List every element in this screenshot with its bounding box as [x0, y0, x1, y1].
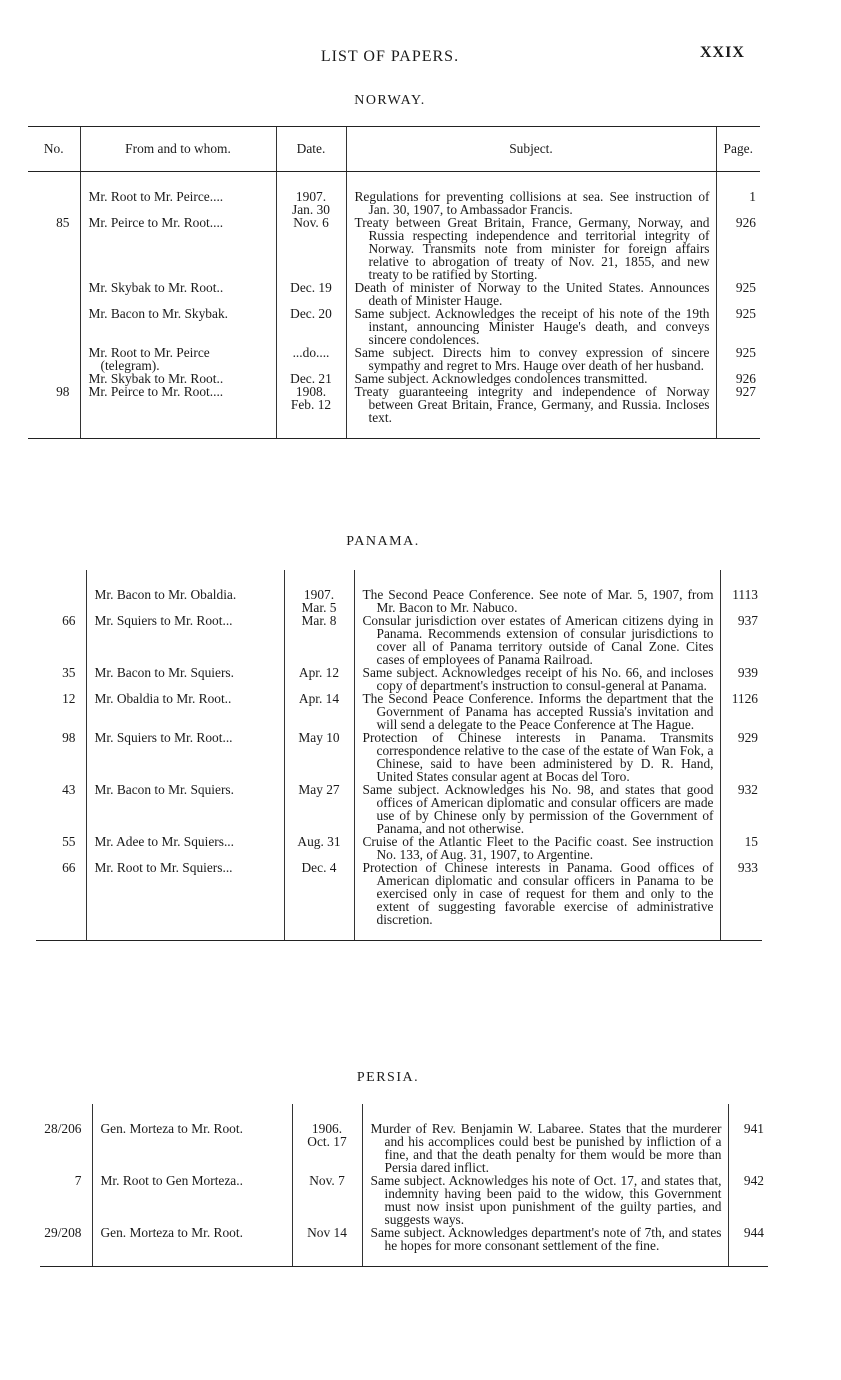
cell-from-to-text: Mr. Obaldia to Mr. Root.. — [94, 691, 232, 706]
cell-subject — [354, 692, 720, 731]
cell-page-text: 942 — [743, 1173, 764, 1188]
cell-date-text: Aug. 31 — [297, 834, 341, 849]
cell-no — [28, 281, 80, 307]
cell-page-text: 939 — [737, 665, 758, 680]
cell-from-to-text: Mr. Root to Mr. Squiers... — [94, 860, 233, 875]
cell-page-text: 925 — [735, 280, 756, 295]
cell-no — [36, 570, 86, 614]
table-row — [40, 1226, 768, 1267]
cell-subject-text: Same subject. Acknowledges the receipt of his note of the 19th instant, announcing Minister Hauge's death, and conveys sincere condolences. — [354, 306, 710, 347]
cell-from-to — [86, 570, 284, 614]
cell-subject-text: Death of minister of Norway to the United States. Announces death of Minister Hauge. — [354, 280, 710, 308]
cell-subject — [346, 216, 716, 281]
cell-date — [284, 570, 354, 614]
cell-from-to — [92, 1174, 292, 1226]
cell-page-text: 1113 — [732, 587, 758, 602]
cell-page-text: 933 — [737, 860, 758, 875]
cell-subject — [346, 346, 716, 372]
cell-no — [28, 172, 80, 217]
papers-table-persia — [40, 1104, 768, 1267]
cell-subject — [362, 1174, 728, 1226]
cell-no-text: 7 — [74, 1173, 82, 1188]
cell-date — [292, 1226, 362, 1267]
cell-subject-text: Murder of Rev. Benjamin W. Labaree. States that the murderer and his accomplices could best be punished by infliction of a fine, and that the death penalty for them would be more than Persia dared inflict. — [370, 1121, 722, 1175]
cell-no-text: 12 — [62, 691, 76, 706]
cell-page — [720, 783, 762, 835]
cell-subject-text: Protection of Chinese interests in Panama. Good offices of American diplomatic and consular officers in Panama to be exercised only in case of request for them and only to the extent of suggesting favorable exercise of administrative discretion. — [362, 860, 714, 927]
cell-no — [36, 861, 86, 941]
cell-date — [284, 861, 354, 941]
cell-subject — [346, 307, 716, 346]
cell-no-text: 35 — [62, 665, 76, 680]
cell-page — [720, 861, 762, 941]
cell-no-text: 55 — [62, 834, 76, 849]
cell-page — [720, 692, 762, 731]
cell-subject — [354, 614, 720, 666]
table-row — [36, 835, 762, 861]
cell-from-to-text: Mr. Bacon to Mr. Skybak. — [88, 306, 228, 321]
cell-no — [28, 346, 80, 372]
cell-page — [720, 614, 762, 666]
cell-subject-text: Same subject. Acknowledges receipt of his No. 66, and incloses copy of department's instruction to consul-general at Panama. — [362, 665, 714, 693]
cell-date — [292, 1174, 362, 1226]
cell-date-text: 1907. Jan. 30 — [292, 189, 330, 217]
cell-from-to-text: Mr. Skybak to Mr. Root.. — [88, 280, 224, 295]
cell-no — [36, 666, 86, 692]
table-row — [36, 692, 762, 731]
cell-date — [276, 281, 346, 307]
cell-date — [284, 692, 354, 731]
cell-from-to — [80, 346, 276, 372]
cell-page — [716, 216, 760, 281]
cell-date-text: ...do.... — [292, 345, 330, 360]
cell-subject-text: Protection of Chinese interests in Panama. Transmits correspondence relative to the case of the estate of Wan Fok, a Chinese, said to have been administered by D. R. Hand, United States consular agent at Bocas del Toro. — [362, 730, 714, 784]
cell-date — [284, 614, 354, 666]
cell-page — [720, 731, 762, 783]
cell-subject — [354, 783, 720, 835]
cell-subject-text: Same subject. Directs him to convey expression of sincere sympathy and regret to Mrs. Hauge over death of her husband. — [354, 345, 710, 373]
table-row — [36, 614, 762, 666]
cell-from-to-text: Mr. Bacon to Mr. Squiers. — [94, 782, 234, 797]
cell-from-to-text: Gen. Morteza to Mr. Root. — [100, 1225, 243, 1240]
papers-table-panama — [36, 570, 762, 941]
cell-no — [28, 385, 80, 439]
cell-from-to — [80, 172, 276, 217]
cell-from-to — [80, 281, 276, 307]
cell-subject-text: Same subject. Acknowledges condolences transmitted. — [354, 371, 648, 386]
cell-from-to-text: Gen. Morteza to Mr. Root. — [100, 1121, 243, 1136]
cell-date — [276, 172, 346, 217]
cell-no — [36, 783, 86, 835]
running-title: LIST OF PAPERS. — [320, 48, 460, 65]
cell-date — [276, 307, 346, 346]
cell-date-text: Mar. 8 — [301, 613, 337, 628]
cell-no-text: 98 — [56, 384, 70, 399]
cell-date-text: Apr. 14 — [298, 691, 340, 706]
cell-page — [716, 281, 760, 307]
cell-page — [716, 385, 760, 439]
cell-from-to — [92, 1104, 292, 1174]
cell-subject — [354, 570, 720, 614]
table-row — [40, 1104, 768, 1174]
cell-from-to-text: Mr. Bacon to Mr. Squiers. — [94, 665, 234, 680]
cell-subject — [354, 835, 720, 861]
cell-no-text: 98 — [62, 730, 76, 745]
cell-subject-text: Same subject. Acknowledges his note of Oct. 17, and states that, indemnity having been paid to the widow, this Government must now insist upon punishment of the guilty parties, and suggests ways. — [370, 1173, 722, 1227]
cell-subject — [346, 385, 716, 439]
cell-subject — [354, 861, 720, 941]
cell-date-text: Dec. 20 — [290, 306, 332, 321]
cell-page — [728, 1174, 768, 1226]
cell-date — [276, 385, 346, 439]
cell-no — [36, 614, 86, 666]
cell-no-text: 85 — [56, 215, 70, 230]
table-header-row — [28, 127, 760, 172]
cell-date-text: Dec. 19 — [290, 280, 332, 295]
cell-page — [720, 666, 762, 692]
cell-date — [276, 216, 346, 281]
column-header-from-to: From and to whom. — [80, 127, 276, 172]
cell-no — [28, 372, 80, 385]
cell-subject — [346, 172, 716, 217]
cell-page — [716, 307, 760, 346]
cell-date-text: Nov 14 — [307, 1225, 347, 1240]
cell-from-to-text: Mr. Adee to Mr. Squiers... — [94, 834, 234, 849]
cell-no — [40, 1174, 92, 1226]
cell-page — [716, 346, 760, 372]
column-header-subject: Subject. — [346, 127, 716, 172]
cell-subject-text: Cruise of the Atlantic Fleet to the Pacific coast. See instruction No. 133, of Aug. 31, 1907, to Argentine. — [362, 834, 714, 862]
cell-subject — [354, 731, 720, 783]
cell-subject — [362, 1104, 728, 1174]
cell-page — [720, 835, 762, 861]
table-row — [36, 666, 762, 692]
cell-date-text: Dec. 21 — [290, 371, 332, 386]
cell-from-to — [86, 666, 284, 692]
cell-date — [276, 346, 346, 372]
cell-date-text: Nov. 7 — [309, 1173, 345, 1188]
table-row — [28, 281, 760, 307]
cell-no-text: 43 — [62, 782, 76, 797]
cell-from-to-text: Mr. Skybak to Mr. Root.. — [88, 371, 224, 386]
column-header-page: Page. — [716, 127, 760, 172]
cell-subject — [362, 1226, 728, 1267]
cell-from-to-text: Mr. Root to Mr. Peirce.... — [88, 189, 224, 204]
cell-date-text: May 27 — [298, 782, 340, 797]
cell-subject — [354, 666, 720, 692]
cell-page-text: 925 — [735, 306, 756, 321]
cell-from-to — [86, 835, 284, 861]
cell-date — [284, 666, 354, 692]
cell-no — [36, 835, 86, 861]
cell-no-text: 66 — [62, 613, 76, 628]
cell-date-text: May 10 — [298, 730, 340, 745]
cell-no — [40, 1226, 92, 1267]
cell-from-to — [80, 216, 276, 281]
cell-from-to — [92, 1226, 292, 1267]
cell-page-text: 925 — [735, 345, 756, 360]
section-title-persia: PERSIA. — [356, 1070, 420, 1085]
cell-from-to — [86, 731, 284, 783]
cell-from-to-text: Mr. Squiers to Mr. Root... — [94, 730, 233, 745]
cell-date — [284, 835, 354, 861]
cell-subject-text: The Second Peace Conference. Informs the department that the Government of Panama has accepted Russia's invitation and will send a delegate to the Peace Conference at The Hague. — [362, 691, 714, 732]
section-title-panama: PANAMA. — [346, 534, 420, 549]
cell-date-text: 1907. Mar. 5 — [301, 587, 337, 615]
cell-from-to — [86, 614, 284, 666]
cell-date — [284, 783, 354, 835]
cell-date — [292, 1104, 362, 1174]
cell-subject — [346, 281, 716, 307]
cell-page-text: 926 — [735, 215, 756, 230]
cell-from-to — [86, 783, 284, 835]
table-row — [28, 307, 760, 346]
column-header-no: No. — [28, 127, 80, 172]
cell-from-to — [80, 385, 276, 439]
cell-page-text: 932 — [737, 782, 758, 797]
cell-no-text: 29/208 — [44, 1225, 82, 1240]
cell-no — [36, 692, 86, 731]
cell-subject-text: Consular jurisdiction over estates of American citizens dying in Panama. Recommends extension of consular jurisdictions to cover all of Panama territory outside of Canal Zone. Cites cases of employees of Panama Railroad. — [362, 613, 714, 667]
cell-page-text: 1126 — [731, 691, 758, 706]
cell-subject-text: Regulations for preventing collisions at sea. See instruction of Jan. 30, 1907, to Ambassador Francis. — [354, 189, 710, 217]
cell-date-text: Apr. 12 — [298, 665, 340, 680]
cell-subject-text: Same subject. Acknowledges department's note of 7th, and states he hopes for more consonant settlement of the fine. — [370, 1225, 722, 1253]
cell-page-text: 926 — [735, 371, 756, 386]
cell-no — [36, 731, 86, 783]
cell-date-text: 1906. Oct. 17 — [307, 1121, 347, 1149]
table-row — [28, 216, 760, 281]
cell-subject-text: The Second Peace Conference. See note of Mar. 5, 1907, from Mr. Bacon to Mr. Nabuco. — [362, 587, 714, 615]
cell-date-text: Dec. 4 — [301, 860, 337, 875]
cell-page-text: 927 — [735, 384, 756, 399]
cell-from-to-text: Mr. Peirce to Mr. Root.... — [88, 215, 224, 230]
cell-date — [284, 731, 354, 783]
cell-subject-text: Treaty between Great Britain, France, Germany, Norway, and Russia respecting independence and territorial integrity of Norway. Transmits note from minister for foreign affairs relative to abrogation of treaty of Nov. 21, 1855, and new treaty to be ratified by Storting. — [354, 215, 710, 282]
table-row — [28, 385, 760, 439]
table-row — [28, 172, 760, 217]
cell-page-text: 1 — [749, 189, 756, 204]
cell-from-to-text: Mr. Peirce to Mr. Root.... — [88, 384, 224, 399]
cell-from-to-text: Mr. Root to Mr. Peirce (telegram). — [88, 345, 210, 373]
section-title-norway: NORWAY. — [354, 93, 426, 108]
cell-from-to — [86, 861, 284, 941]
cell-date-text: Nov. 6 — [293, 215, 329, 230]
table-row — [36, 861, 762, 941]
table-row — [40, 1174, 768, 1226]
cell-page — [716, 172, 760, 217]
cell-no — [40, 1104, 92, 1174]
table-row — [28, 346, 760, 372]
cell-no-text: 28/206 — [44, 1121, 82, 1136]
column-header-date: Date. — [276, 127, 346, 172]
cell-subject-text: Treaty guaranteeing integrity and independence of Norway between Great Britain, France, Germany, and Russia. Incloses text. — [354, 384, 710, 425]
cell-page-text: 929 — [737, 730, 758, 745]
cell-page-text: 937 — [737, 613, 758, 628]
cell-from-to — [80, 307, 276, 346]
table-row — [36, 783, 762, 835]
cell-subject-text: Same subject. Acknowledges his No. 98, and states that good offices of American diplomatic and consular officers are made use of by Chinese only by permission of the Government of Panama, and not otherwise. — [362, 782, 714, 836]
cell-no — [28, 307, 80, 346]
cell-from-to-text: Mr. Bacon to Mr. Obaldia. — [94, 587, 237, 602]
cell-page — [728, 1104, 768, 1174]
cell-page-text: 944 — [743, 1225, 764, 1240]
cell-page-text: 941 — [743, 1121, 764, 1136]
table-row — [36, 570, 762, 614]
table-row — [36, 731, 762, 783]
papers-table-norway — [28, 126, 760, 439]
page-number: XXIX — [700, 44, 745, 61]
cell-page-text: 15 — [744, 834, 758, 849]
cell-no — [28, 216, 80, 281]
cell-page — [720, 570, 762, 614]
cell-date-text: 1908. Feb. 12 — [290, 384, 332, 412]
cell-from-to-text: Mr. Squiers to Mr. Root... — [94, 613, 233, 628]
cell-page — [728, 1226, 768, 1267]
cell-from-to — [86, 692, 284, 731]
cell-no-text: 66 — [62, 860, 76, 875]
cell-from-to-text: Mr. Root to Gen Morteza.. — [100, 1173, 243, 1188]
